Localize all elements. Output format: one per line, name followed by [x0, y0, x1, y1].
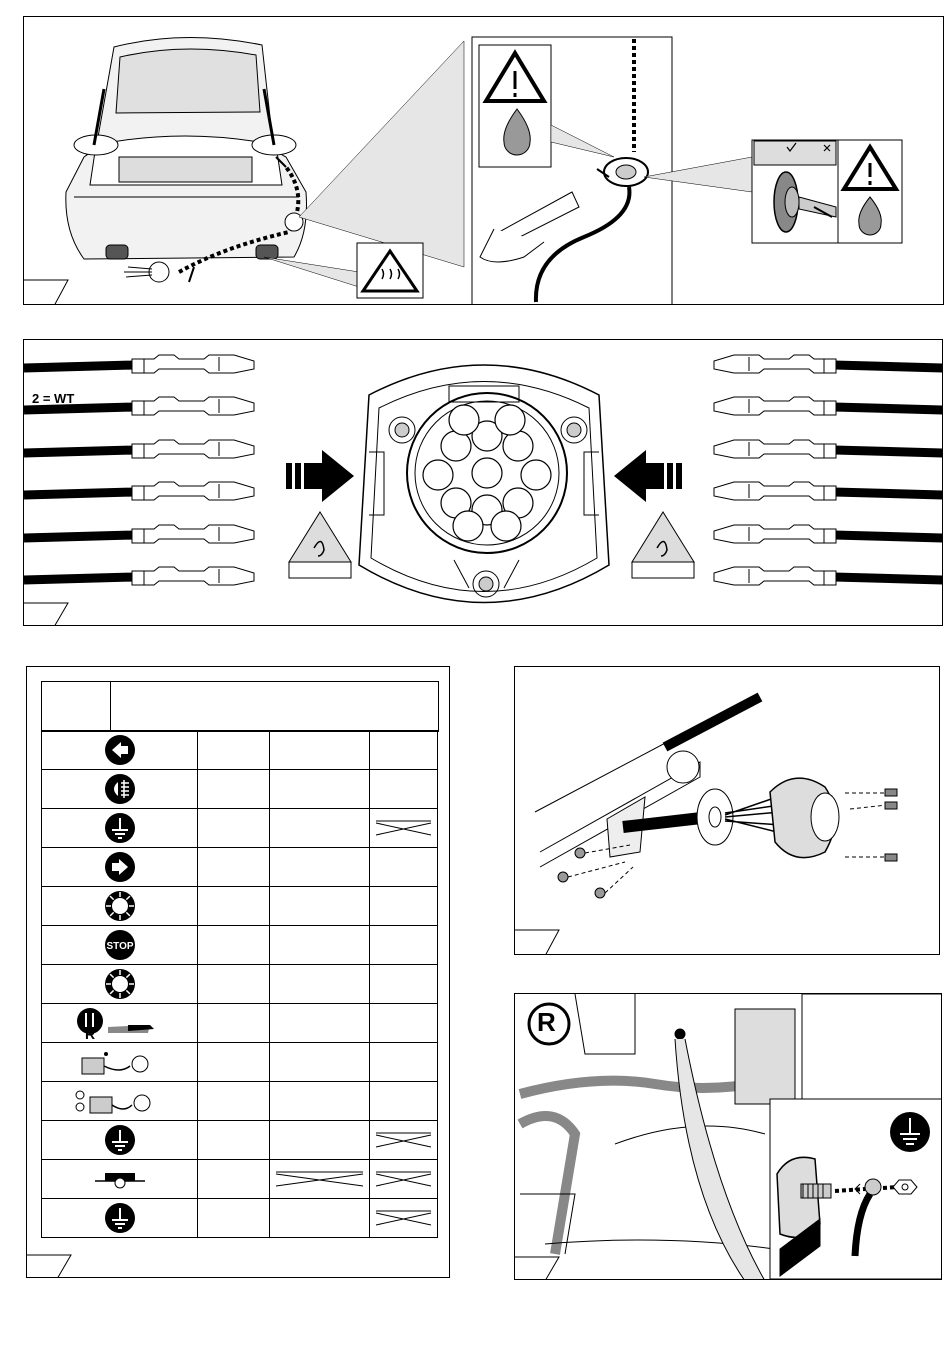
tail-light-right-icon [65, 967, 175, 1001]
value-cell [370, 848, 438, 887]
value-cell [198, 1121, 270, 1160]
stop-light-icon [65, 928, 175, 962]
stop-label: STOP [105, 941, 134, 952]
value-cell [198, 1160, 270, 1199]
wire-color-label: 2 = WT [32, 391, 75, 406]
value-cell [370, 1160, 438, 1199]
wire-terminal-right-1 [714, 355, 943, 373]
wiring-table-panel [26, 666, 450, 1278]
wire-terminal-right-3 [714, 440, 943, 458]
symbol-cell [42, 1199, 198, 1238]
value-cell [270, 848, 370, 887]
symbol-cell [42, 965, 198, 1004]
push-arrow-right-icon [286, 450, 354, 502]
value-cell [270, 731, 370, 770]
value-cell [198, 1004, 270, 1043]
value-cell [370, 965, 438, 1004]
table-row [42, 965, 438, 1004]
value-cell [198, 1043, 270, 1082]
wire-terminal-right-2 [714, 397, 943, 415]
symbol-cell [42, 887, 198, 926]
not-applicable-cross-icon [370, 1160, 437, 1198]
value-cell [270, 965, 370, 1004]
reverse-label: R [84, 1026, 95, 1040]
value-cell [198, 1199, 270, 1238]
value-cell [270, 770, 370, 809]
tail-light-left-icon [65, 889, 175, 923]
value-cell [270, 926, 370, 965]
wiring-assignment-table [41, 730, 438, 1238]
symbol-cell [42, 770, 198, 809]
value-cell [370, 887, 438, 926]
table-row [42, 1121, 438, 1160]
value-cell [270, 887, 370, 926]
socket-pin-10 [449, 405, 479, 435]
click-sound-icon [289, 512, 351, 578]
not-applicable-cross-icon [370, 809, 437, 847]
socket-pin-5 [423, 460, 453, 490]
table-row [42, 887, 438, 926]
table-row [42, 731, 438, 770]
table-row [42, 1199, 438, 1238]
wire-terminal-right-6 [714, 567, 943, 585]
table-row [42, 1043, 438, 1082]
socket-mounting-panel [514, 666, 940, 955]
wire-terminal-left-1 [24, 355, 254, 373]
wire-terminal-left-5 [24, 525, 254, 543]
value-cell [270, 1043, 370, 1082]
not-applicable-cross-icon [370, 1199, 437, 1237]
symbol-cell [42, 1082, 198, 1121]
value-cell [370, 926, 438, 965]
value-cell [370, 1199, 438, 1238]
symbol-cell [42, 809, 198, 848]
not-applicable-cross-icon [270, 1160, 369, 1198]
wire-terminal-left-3 [24, 440, 254, 458]
battery-permanent-plus-icon [65, 1045, 175, 1079]
wire-terminal-right-5 [714, 525, 943, 543]
value-cell [198, 731, 270, 770]
value-cell [198, 926, 270, 965]
ignition-switched-plus-icon [65, 1084, 175, 1118]
table-row [42, 770, 438, 809]
socket-pin-11 [495, 405, 525, 435]
socket-pin-13 [491, 511, 521, 541]
value-cell [370, 809, 438, 848]
value-cell [198, 809, 270, 848]
wire-terminal-right-4 [714, 482, 943, 500]
symbol-cell [42, 1121, 198, 1160]
value-cell [370, 770, 438, 809]
socket-pin-4 [503, 431, 533, 461]
value-cell [270, 1160, 370, 1199]
sensor-icon [65, 1162, 175, 1196]
reverse-light-icon [65, 1006, 175, 1040]
symbol-cell [42, 731, 198, 770]
value-cell [270, 1121, 370, 1160]
symbol-cell [42, 1160, 198, 1199]
rear-fog-light-icon [65, 772, 175, 806]
right-indicator-icon [65, 850, 175, 884]
wire-terminal-left-4 [24, 482, 254, 500]
value-cell [370, 731, 438, 770]
left-indicator-icon [65, 733, 175, 767]
value-cell [270, 1199, 370, 1238]
socket-pin-3 [441, 431, 471, 461]
value-cell [270, 809, 370, 848]
symbol-cell [42, 848, 198, 887]
wire-terminal-left-6 [24, 567, 254, 585]
socket-pin-12 [453, 511, 483, 541]
table-row [42, 848, 438, 887]
value-cell [270, 1004, 370, 1043]
ground-icon [65, 811, 175, 845]
vehicle-routing-panel [23, 16, 944, 305]
push-arrow-left-icon [614, 450, 682, 502]
ground-icon [890, 1112, 930, 1152]
value-cell [270, 1082, 370, 1121]
table-row [42, 809, 438, 848]
car-rear-illustration [66, 37, 307, 259]
ground-location-label: R [537, 1007, 556, 1037]
ground-connection-panel [514, 993, 942, 1280]
table-row [42, 926, 438, 965]
value-cell [370, 1082, 438, 1121]
value-cell [198, 1082, 270, 1121]
value-cell [370, 1043, 438, 1082]
socket-wiring-panel [23, 339, 943, 626]
socket-pin-1 [472, 458, 502, 488]
not-applicable-cross-icon [370, 1121, 437, 1159]
table-row [42, 1160, 438, 1199]
table-header [41, 681, 439, 732]
ground-icon [65, 1201, 175, 1235]
symbol-cell [42, 1043, 198, 1082]
socket-pin-6 [521, 460, 551, 490]
value-cell [198, 848, 270, 887]
value-cell [370, 1004, 438, 1043]
table-row [42, 1004, 438, 1043]
value-cell [370, 1121, 438, 1160]
value-cell [198, 770, 270, 809]
value-cell [198, 965, 270, 1004]
value-cell [198, 887, 270, 926]
symbol-cell [42, 926, 198, 965]
table-row [42, 1082, 438, 1121]
symbol-cell [42, 1004, 198, 1043]
ground-icon [65, 1123, 175, 1157]
